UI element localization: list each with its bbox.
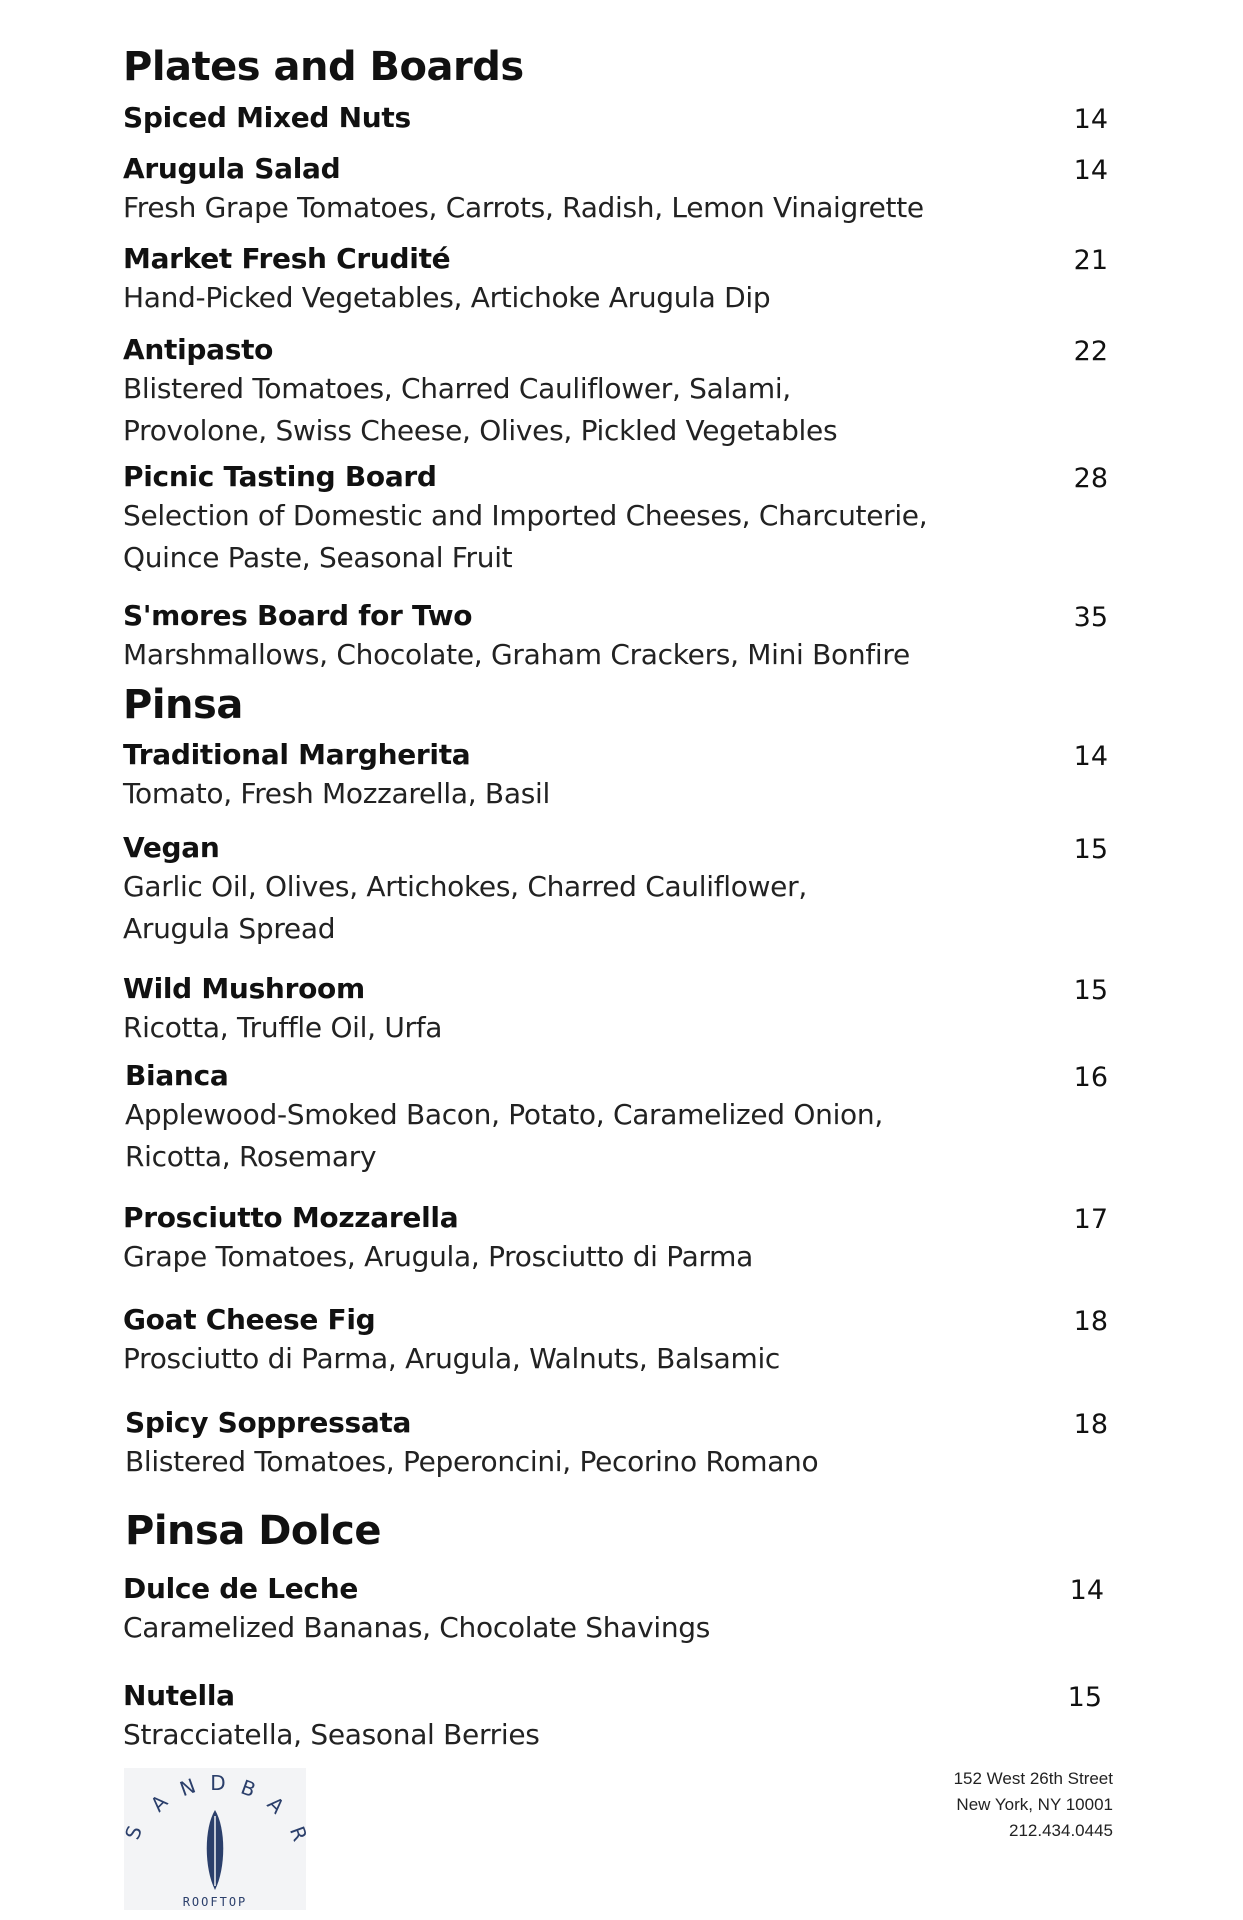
item-price: 14 <box>1069 1575 1104 1606</box>
logo-letter: D <box>210 1771 226 1795</box>
item-price: 18 <box>1073 1306 1108 1337</box>
item-description: Applewood-Smoked Bacon, Potato, Caramelized Onion, <box>125 1098 883 1131</box>
address-city: New York, NY 10001 <box>956 1795 1113 1814</box>
item-name: Nutella <box>123 1679 235 1712</box>
item-description: Fresh Grape Tomatoes, Carrots, Radish, Lemon Vinaigrette <box>123 191 924 224</box>
item-price: 35 <box>1073 602 1108 633</box>
item-price: 14 <box>1073 741 1108 772</box>
menu-item <box>123 151 1118 229</box>
item-description: Arugula Spread <box>123 912 336 945</box>
address-phone: 212.434.0445 <box>1009 1821 1113 1840</box>
item-price: 28 <box>1073 463 1108 494</box>
logo-letter: N <box>176 1773 199 1802</box>
menu-item <box>125 1405 1120 1483</box>
item-description: Selection of Domestic and Imported Cheeses, Charcuterie, <box>123 499 928 532</box>
item-description: Hand-Picked Vegetables, Artichoke Arugula Dip <box>123 281 771 314</box>
item-price: 22 <box>1073 336 1108 367</box>
item-price: 14 <box>1073 155 1108 186</box>
sandbar-rooftop-logo <box>119 1768 313 1910</box>
item-description: Tomato, Fresh Mozzarella, Basil <box>123 777 550 810</box>
address-street: 152 West 26th Street <box>953 1769 1113 1788</box>
menu-item <box>123 1678 1118 1756</box>
item-description: Garlic Oil, Olives, Artichokes, Charred Cauliflower, <box>123 870 807 903</box>
item-price: 16 <box>1073 1062 1108 1093</box>
item-name: S'mores Board for Two <box>123 599 473 632</box>
item-name: Market Fresh Crudité <box>123 242 451 275</box>
menu-item <box>123 1200 1118 1278</box>
menu-item <box>123 459 1118 579</box>
logo-letter: A <box>145 1789 173 1817</box>
menu-item <box>123 332 1118 452</box>
menu-item <box>125 1058 1120 1178</box>
item-price: 14 <box>1073 104 1108 135</box>
item-description: Caramelized Bananas, Chocolate Shavings <box>123 1611 711 1644</box>
item-description: Ricotta, Rosemary <box>125 1140 377 1173</box>
menu-item <box>123 1571 1118 1649</box>
menu-item <box>123 830 1118 950</box>
item-name: Antipasto <box>123 333 274 366</box>
item-price: 21 <box>1073 245 1108 276</box>
item-price: 18 <box>1073 1409 1108 1440</box>
item-description: Grape Tomatoes, Arugula, Prosciutto di Parma <box>123 1240 753 1273</box>
item-description: Marshmallows, Chocolate, Graham Crackers, Mini Bonfire <box>123 638 910 671</box>
logo-letter: S <box>119 1822 147 1843</box>
item-price: 15 <box>1073 834 1108 865</box>
menu-item <box>123 598 1118 676</box>
menu-item <box>123 971 1118 1049</box>
item-name: Spicy Soppressata <box>125 1406 412 1439</box>
menu-item <box>123 100 1118 136</box>
item-description: Stracciatella, Seasonal Berries <box>123 1718 540 1751</box>
item-price: 15 <box>1073 975 1108 1006</box>
item-description: Prosciutto di Parma, Arugula, Walnuts, Balsamic <box>123 1342 781 1375</box>
item-name: Prosciutto Mozzarella <box>123 1201 459 1234</box>
item-name: Picnic Tasting Board <box>123 460 437 493</box>
logo-letter: R <box>284 1822 313 1845</box>
item-name: Dulce de Leche <box>123 1572 359 1605</box>
section-title-pinsa: Pinsa <box>123 682 243 728</box>
address-block <box>954 1766 1113 1844</box>
menu-item <box>123 737 1118 815</box>
logo-letter: B <box>237 1774 259 1803</box>
item-name: Spiced Mixed Nuts <box>123 101 411 134</box>
logo-subtitle: ROOFTOP <box>182 1895 248 1909</box>
item-description: Provolone, Swiss Cheese, Olives, Pickled Vegetables <box>123 414 838 447</box>
section-title-plates-and-boards: Plates and Boards <box>123 44 524 90</box>
menu-item <box>123 1302 1118 1380</box>
item-description: Blistered Tomatoes, Charred Cauliflower, Salami, <box>123 372 791 405</box>
item-description: Blistered Tomatoes, Peperoncini, Pecorino Romano <box>125 1445 819 1478</box>
logo-graphic <box>119 1768 313 1910</box>
item-name: Vegan <box>123 831 220 864</box>
item-description: Quince Paste, Seasonal Fruit <box>123 541 513 574</box>
section-title-pinsa-dolce: Pinsa Dolce <box>125 1508 381 1554</box>
item-name: Bianca <box>125 1059 229 1092</box>
item-name: Wild Mushroom <box>123 972 365 1005</box>
menu-item <box>123 241 1118 319</box>
item-name: Arugula Salad <box>123 152 341 185</box>
item-price: 15 <box>1067 1682 1102 1713</box>
logo-letter: A <box>262 1791 290 1819</box>
item-description: Ricotta, Truffle Oil, Urfa <box>123 1011 443 1044</box>
item-name: Goat Cheese Fig <box>123 1303 376 1336</box>
item-price: 17 <box>1073 1204 1108 1235</box>
item-name: Traditional Margherita <box>123 738 471 771</box>
